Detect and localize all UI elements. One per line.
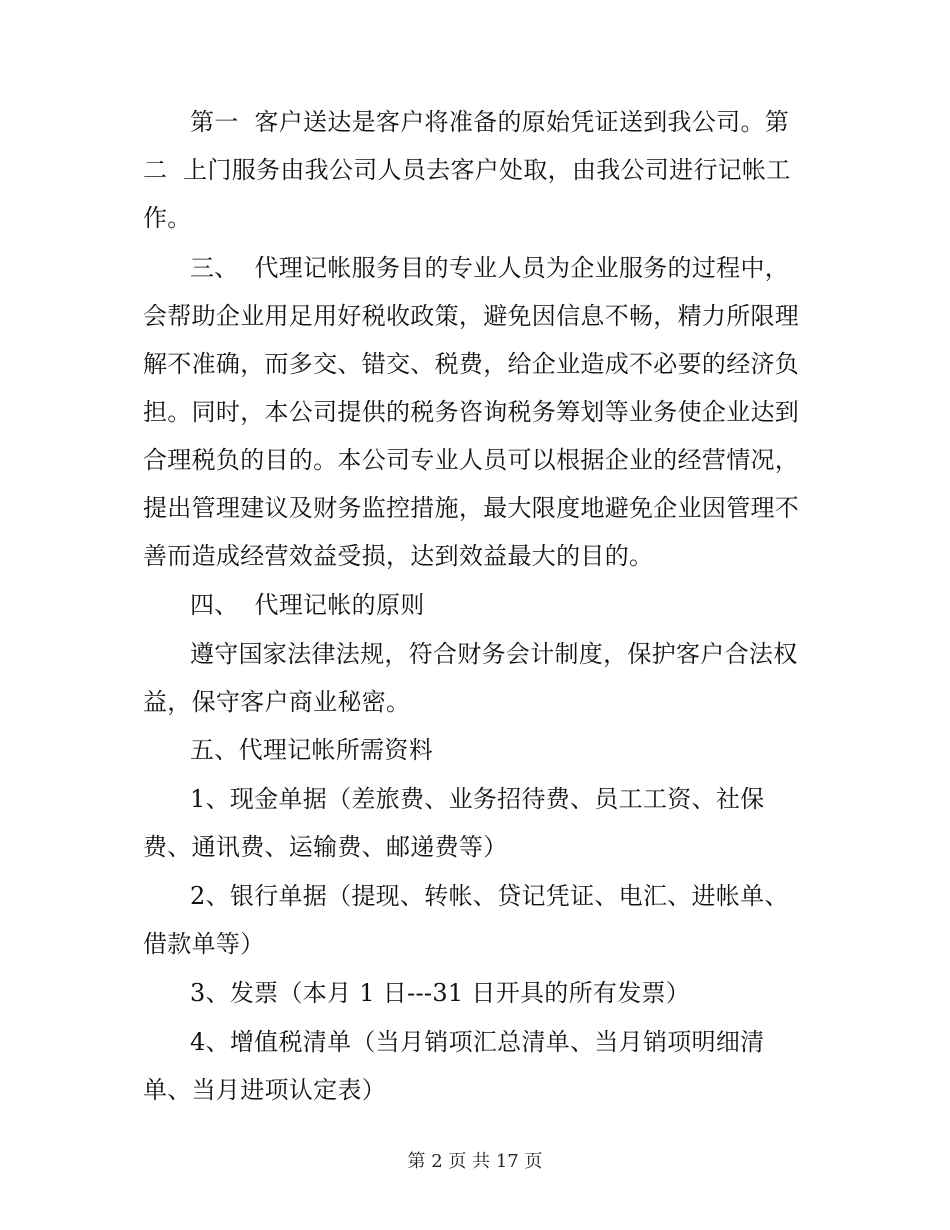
text-line: 第一 客户送达是客户将准备的原始凭证送到我公司。第 bbox=[190, 108, 790, 136]
list-item: 1、现金单据（差旅费、业务招待费、员工工资、社保 bbox=[190, 785, 765, 813]
text-line: 作。 bbox=[143, 204, 192, 232]
section-heading: 四、 代理记帐的原则 bbox=[190, 591, 425, 619]
list-item: 3、发票（本月 1 日---31 日开具的所有发票） bbox=[190, 979, 691, 1007]
text-line: 益，保守客户商业秘密。 bbox=[143, 688, 411, 716]
section-heading: 五、代理记帐所需资料 bbox=[190, 736, 433, 764]
page-number-footer: 第 2 页 共 17 页 bbox=[407, 1151, 543, 1172]
list-item-continuation: 单、当月进项认定表） bbox=[143, 1076, 386, 1104]
list-item: 2、银行单据（提现、转帐、贷记凭证、电汇、进帐单、 bbox=[190, 882, 789, 910]
text-line: 三、 代理记帐服务目的专业人员为企业服务的过程中， bbox=[190, 254, 790, 282]
list-item: 4、增值税清单（当月销项汇总清单、当月销项明细清 bbox=[190, 1028, 765, 1056]
text-line: 二 上门服务由我公司人员去客户处取，由我公司进行记帐工 bbox=[143, 156, 791, 184]
list-item-continuation: 借款单等） bbox=[143, 930, 265, 958]
text-line: 担。同时，本公司提供的税务咨询税务筹划等业务使企业达到 bbox=[143, 398, 800, 426]
text-line: 合理税负的目的。本公司专业人员可以根据企业的经营情况， bbox=[143, 446, 800, 474]
text-line: 会帮助企业用足用好税收政策，避免因信息不畅，精力所限理 bbox=[143, 302, 800, 330]
text-line: 善而造成经营效益受损，达到效益最大的目的。 bbox=[143, 542, 654, 570]
text-line: 解不准确，而多交、错交、税费，给企业造成不必要的经济负 bbox=[143, 350, 800, 378]
text-line: 遵守国家法律法规，符合财务会计制度，保护客户合法权 bbox=[190, 640, 798, 668]
text-line: 提出管理建议及财务监控措施，最大限度地避免企业因管理不 bbox=[143, 494, 800, 522]
list-item-continuation: 费、通讯费、运输费、邮递费等） bbox=[143, 833, 508, 861]
